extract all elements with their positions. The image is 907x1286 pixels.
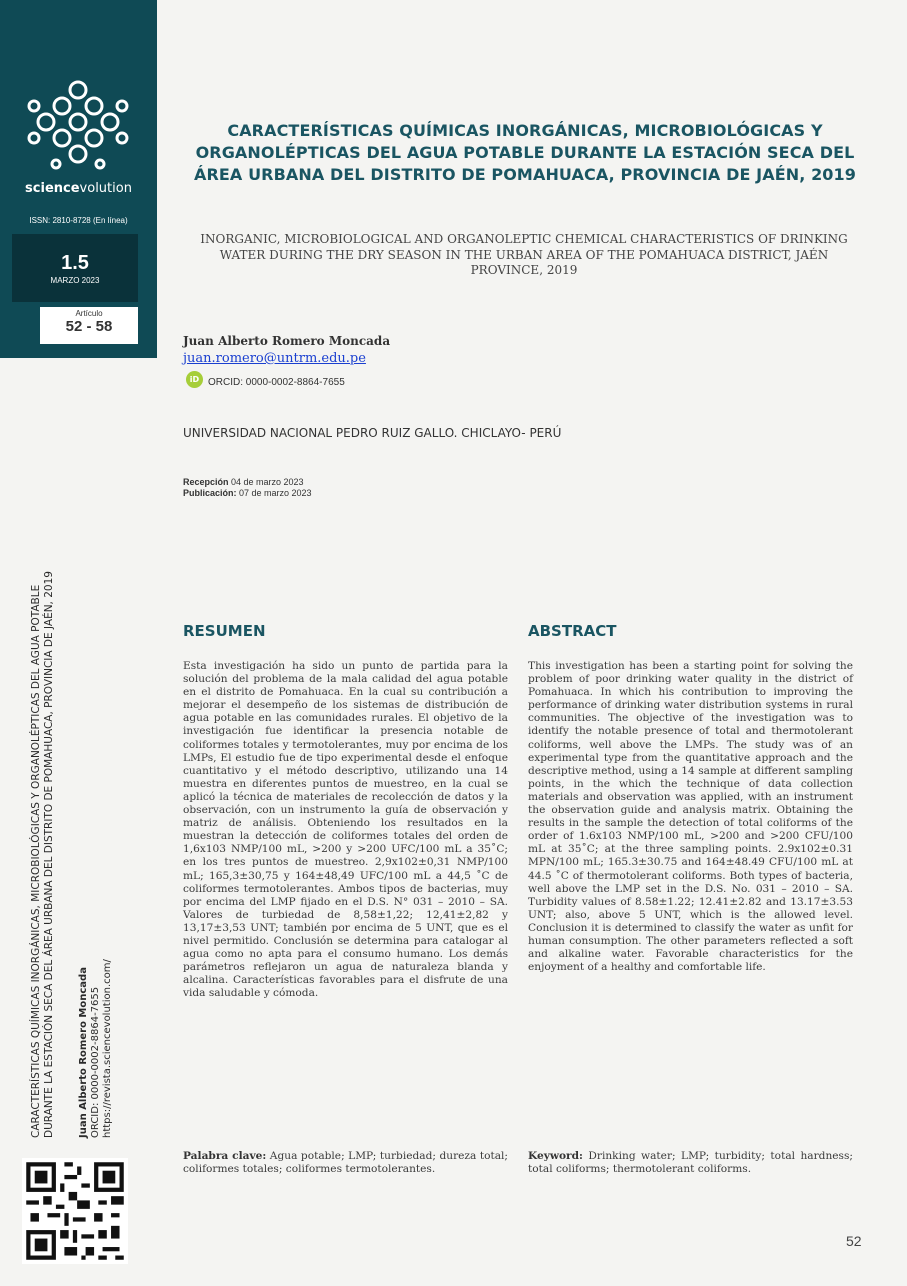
qr-code-icon — [22, 1158, 128, 1264]
abstract-text: This investigation has been a starting point for solving the problem of poor drinking water quality in the district of Pomahuaca. In which his contribution to improving the performance of drinking water distribution systems in rural communities. The objective of the investigation was to identify the notable presence of total and thermotolerant coliforms, well above the LMPs. The study was of an experimental type from the quantitative approach and the descriptive method, using a 14 sample at different sampling points, in the which the technique of data collection materials and observation was applied, with an instrument the observation guide and analysis matrix. Obtaining the results in the sample the detection of total coliforms of the order of 1.6x103 NMP/100 mL, >200 and >200 CFU/100 mL at 35˚C; at the three sampling points. 2.9x102±0.31 MPN/100 mL; 165.3±30.75 and 164±48.49 CFU/100 mL at 44.5 ˚C of thermotolerant coliforms. Both types of bacteria, well above the LMP set in the D.S. No. 031 – 2010 – SA. Turbidity values of 8.58±1.22; 12.41±2.82 and 13.17±3.53 UNT; also, above 5 UNT, which is the allowed level. Conclusion it is determined to classify the water as unfit for human consumption. The other parameters reflected a soft and alkaline water. Favorable characteristics for the enjoyment of a healthy and comfortable life. — [528, 660, 853, 974]
article-box — [40, 307, 138, 344]
resumen-keywords: Palabra clave: Agua potable; LMP; turbiedad; dureza total; coliformes totales; coliformes termotolerantes. — [183, 1150, 508, 1176]
page-number: 52 — [846, 1233, 862, 1249]
article-pages: 52 - 58 — [65, 318, 113, 335]
volume-box — [12, 234, 138, 302]
paper-title: CARACTERÍSTICAS QUÍMICAS INORGÁNICAS, MICROBIOLÓGICAS Y ORGANOLÉPTICAS DEL AGUA POTABLE DURANTE LA ESTACIÓN SECA DEL ÁREA URBANA DEL DISTRITO DE POMAHUACA, PROVINCIA DE JAÉN, 2019 — [194, 121, 856, 184]
brand-name: sciencevolution — [25, 181, 132, 196]
issn: ISSN: 2810-8728 (En línea) — [29, 216, 128, 225]
issue-date: MARZO 2023 — [50, 276, 100, 285]
published-date: Publicación: 07 de marzo 2023 — [183, 488, 312, 498]
vertical-title: CARACTERÍSTICAS QUÍMICAS INORGÁNICAS, MICROBIOLÓGICAS Y ORGANOLÉPTICAS DEL AGUA POTABLE DURANTE LA ESTACIÓN SECA DEL ÁREA URBANA DEL DISTRITO DE POMAHUACA, PROVINCIA DE JAÉN, 2019 — [30, 571, 55, 1138]
volume-number: 1.5 — [61, 252, 89, 274]
received-date: Recepción 04 de marzo 2023 — [183, 477, 304, 487]
resumen-heading: RESUMEN — [183, 622, 266, 640]
author-affiliation: UNIVERSIDAD NACIONAL PEDRO RUIZ GALLO. CHICLAYO- PERÚ — [183, 426, 562, 440]
article-label: Artículo — [75, 309, 103, 318]
paper-subtitle-english: INORGANIC, MICROBIOLOGICAL AND ORGANOLEPTIC CHEMICAL CHARACTERISTICS OF DRINKING WATER DURING THE DRY SEASON IN THE URBAN AREA OF THE POMAHUACA DISTRICT, JAÉN PROVINCE, 2019 — [200, 232, 848, 277]
orcid-icon[interactable]: iD — [186, 371, 203, 388]
abstract-heading: ABSTRACT — [528, 622, 617, 640]
abstract-keywords: Keyword: Drinking water; LMP; turbidity; total hardness; total coliforms; thermotolerant coliforms. — [528, 1150, 853, 1176]
author-email-link[interactable]: juan.romero@untrm.edu.pe — [183, 351, 366, 366]
publication-dates — [183, 477, 312, 499]
author-orcid: ORCID: 0000-0002-8864-7655 — [208, 377, 345, 388]
resumen-text: Esta investigación ha sido un punto de partida para la solución del problema de la mala calidad del agua potable en el distrito de Pomahuaca. En la cual su contribución a mejorar el desempeño de los sistemas de distribución de agua potable en las comunidades rurales. El objetivo de la investigación fue identificar la presencia notable de coliformes totales y termotolerantes, muy por encima de los LMPs, El estudio fue de tipo experimental desde el enfoque cuantitativo y el método descriptivo, utilizando una 14 muestra en diferentes puntos de muestreo, en la cual se aplicó la técnica de materiales de recolección de datos y la observación, con un instrumento la guía de observación y matriz de análisis. Obteniendo los resultados en la muestran la detección de coliformes totales del orden de 1,6x103 NMP/100 mL, >200 y >200 UFC/100 mL a 35˚C; en los tres puntos de muestreo. 2,9x102±0,31 NMP/100 mL; 165,3±30,75 y 164±48,49 UFC/100 mL a 44,5 ˚C de coliformes termotolerantes. Ambos tipos de bacterias, muy por encima del LMP fijado en el D.S. N° 031 – 2010 – SA. Valores de turbiedad de 8,58±1,22; 12,41±2,82 y 13,17±3,53 UNT; también por encima de 5 UNT, que es el nivel permitido. Conclusión se determina para catalogar al agua como no apta para el consumo humano. Los demás parámetros reflejaron un agua de naturaleza blanda y alcalina. Características favorables para el disfrute de una vida saludable y cómoda. — [183, 660, 508, 1000]
journal-panel — [0, 0, 157, 358]
author-name: Juan Alberto Romero Moncada — [183, 334, 391, 348]
sciencevolution-logo-icon — [26, 76, 131, 176]
vertical-author-info: Juan Alberto Romero Moncada ORCID: 0000-0002-8864-7655 https://revista.sciencevolution.com/ — [78, 959, 113, 1138]
